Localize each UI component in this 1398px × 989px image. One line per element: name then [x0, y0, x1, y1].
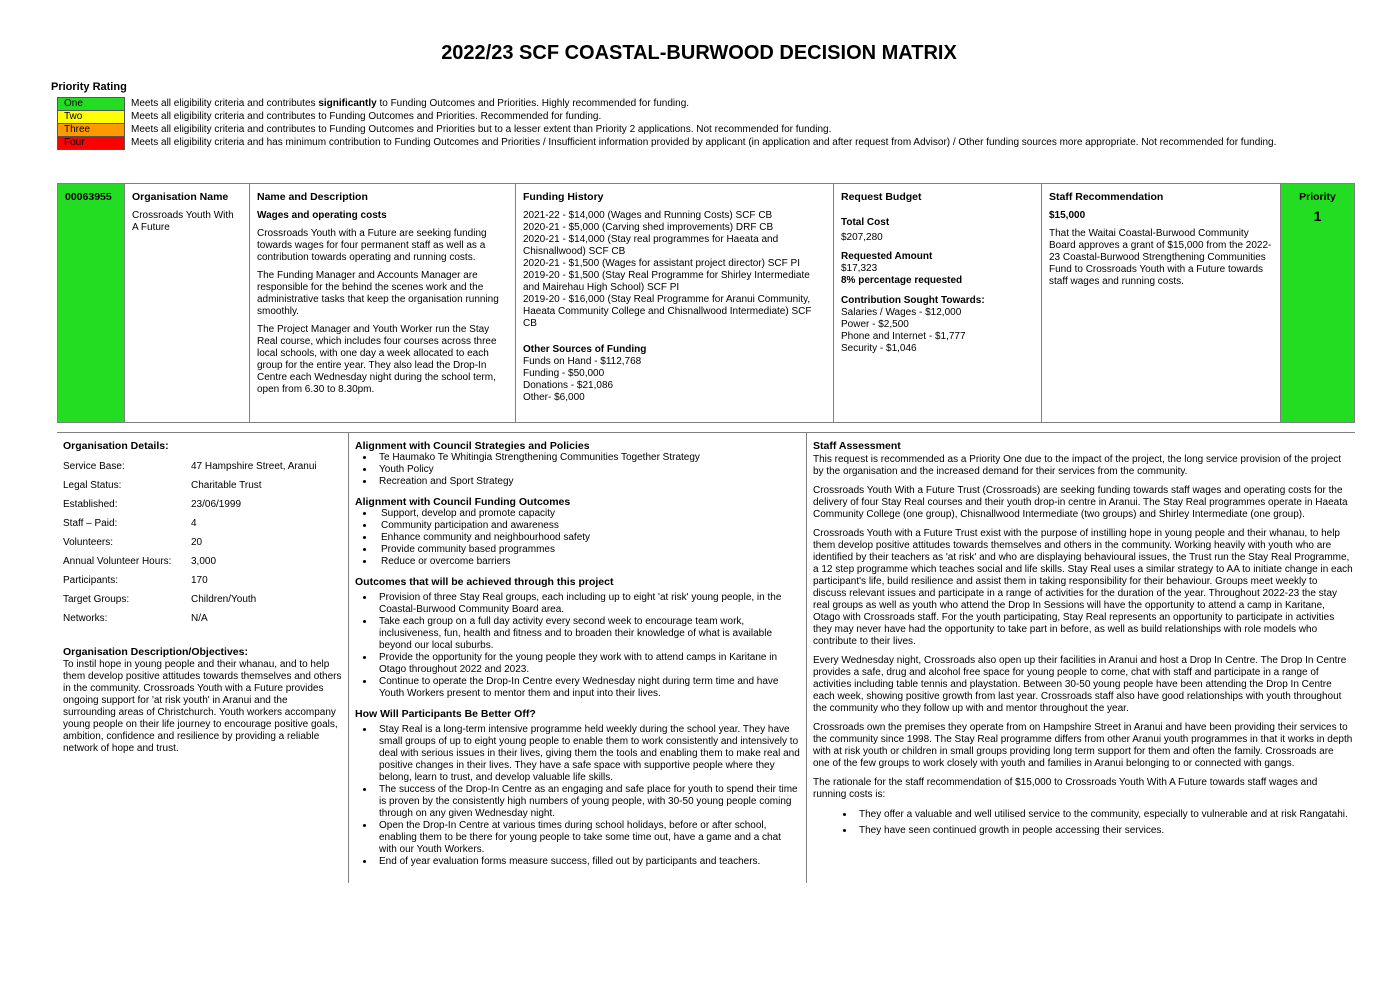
total-cost-value: $207,280 — [841, 232, 883, 243]
priority-label-four: Four — [58, 137, 125, 150]
achieved-list — [355, 592, 800, 700]
priority-label-three: Three — [58, 124, 125, 137]
description-paragraph: The Funding Manager and Accounts Manager are responsible for the behind the scenes work and the administrative tasks that keep the organisation running smoothly. — [257, 270, 499, 317]
detail-row: Target Groups: Children/Youth — [63, 594, 257, 605]
section-divider — [57, 432, 1355, 433]
list-item: • Stay Real is a long-term intensive programme held weekly during the school year. They have small groups of up to eight young people to enable them to work consistently and intensively to deal with serious issues in their lives, giving them the tools and enabling them to make real and positive changes in their lives. They have a safe space with supportive people where they belong, learn to trust, and develop valuable life skills. — [375, 724, 800, 784]
detail-row: Established: 23/06/1999 — [63, 499, 242, 510]
other-sources-heading: Other Sources of Funding — [523, 344, 647, 355]
detail-row: Staff – Paid: 4 — [63, 518, 197, 529]
detail-row: Participants: 170 — [63, 575, 208, 586]
other-source-item: Donations - $21,086 — [523, 380, 614, 391]
priority-desc-three: Meets all eligibility criteria and contributes to Funding Outcomes and Priorities but to a lesser extent than Priority 2 applications. Not recommended for funding. — [131, 123, 832, 135]
achieved-heading: Outcomes that will be achieved through this project — [355, 576, 614, 588]
funding-history-heading: Funding History — [523, 191, 604, 203]
assessment-paragraph: Crossroads Youth with a Future Trust exist with the purpose of instilling hope in young people and their whanau, to help them develop positive attitudes towards themselves and others in the community. Working heavily with youth who are identified by their teachers as 'at risk' and who are displaying behavioural issues, the Trust run the Stay Real Programme, a 12 step programme which teaches social and life skills. Stay Real uses a similar strategy to AA to initiate change in each participant's life, build resilience and assist them in taking responsibility for their behaviour. Groups meet weekly to discuss relevant issues and participate in a range of activities for the duration of the year. Throughout 2022-23 the stay real groups as well as youth who attend the Drop In Sessions will have the opportunity to attend a camp in Karitane, Otago with Crossroads staff. For the youth participating, Stay Real represents an opportunity to participate in activities they may never have had the opportunity to take part in before, as well as build relationships with role models who contribute to their lives. — [813, 528, 1353, 647]
other-source-item: Other- $6,000 — [523, 392, 585, 403]
list-item: • They have seen continued growth in people accessing their services. — [855, 825, 1353, 837]
strategies-heading: Alignment with Council Strategies and Policies — [355, 440, 590, 452]
page-title: 2022/23 SCF COASTAL-BURWOOD DECISION MATRIX — [441, 42, 957, 64]
organisation-name: Crossroads Youth With A Future — [132, 210, 234, 233]
list-item: • End of year evaluation forms measure success, filled out by participants and teachers. — [375, 856, 800, 868]
list-item: • Support, develop and promote capacity — [375, 508, 800, 520]
other-source-item: Funding - $50,000 — [523, 368, 605, 379]
priority-row-four — [58, 137, 1317, 150]
contribution-item: Salaries / Wages - $12,000 — [841, 307, 962, 318]
total-cost-label: Total Cost — [841, 217, 890, 228]
priority-cell — [1281, 184, 1354, 422]
detail-row: Volunteers: 20 — [63, 537, 203, 548]
priority-rating-heading: Priority Rating — [51, 81, 127, 93]
list-item: • Enhance community and neighbourhood safety — [375, 532, 800, 544]
detail-row: Networks: N/A — [63, 613, 208, 624]
list-item: • Provision of three Stay Real groups, each including up to eight 'at risk' young people, in the Coastal-Burwood Community Board area. — [375, 592, 800, 616]
percentage-requested: 8% percentage requested — [841, 275, 963, 286]
request-budget-cell — [834, 184, 1042, 422]
priority-desc-one: Meets all eligibility criteria and contributes significantly to Funding Outcomes and Priorities. Highly recommended for funding. — [131, 97, 690, 109]
organisation-description-text: To instil hope in young people and their whanau, and to help them develop positive attitudes towards themselves and others in the community. Crossroads Youth with a Future provides ongoing support for 'at risk youth' in Aranui and the surrounding areas of Christchurch. Youth workers accompany young people on their life journey to encourage positive goals, ambition, confidence and resilience by providing a reliable network of hope and trust. — [63, 659, 342, 754]
list-item: • Reduce or overcome barriers — [375, 556, 800, 568]
column-divider — [806, 433, 807, 883]
priority-rating-table — [57, 97, 1317, 150]
recommendation-amount: $15,000 — [1049, 210, 1086, 221]
application-id-cell — [58, 184, 125, 422]
organisation-description-heading: Organisation Description/Objectives: — [63, 646, 248, 658]
organisation-name-cell — [125, 184, 250, 422]
requested-amount-label: Requested Amount — [841, 251, 933, 262]
detail-row: Legal Status: Charitable Trust — [63, 480, 262, 491]
contribution-item: Security - $1,046 — [841, 343, 917, 354]
outcomes-heading: Alignment with Council Funding Outcomes — [355, 496, 571, 508]
description-paragraph: The Project Manager and Youth Worker run the Stay Real course, which includes four courses across three local schools, with one day a week allocated to each group for the entire year. They also lead the Drop-In Centre each Wednesday night during the school term, open from 6.30 to 8.30pm. — [257, 324, 497, 395]
priority-desc-two: Meets all eligibility criteria and contributes to Funding Outcomes and Priorities. Recommended for funding. — [131, 110, 602, 122]
assessment-paragraph: This request is recommended as a Priority One due to the impact of the project, the long service provision of the project by the organisation and the increased demand for their services from the community. — [813, 454, 1342, 477]
staff-recommendation-cell — [1042, 184, 1281, 422]
priority-row-two — [58, 111, 1317, 124]
priority-row-three — [58, 124, 1317, 137]
list-item: • Take each group on a full day activity every second week to encourage team work, inclusiveness, fun, health and fitness and to broaden their knowledge of what is available beyond our local suburbs. — [375, 616, 800, 652]
funding-history-item: 2020-21 - $1,500 (Wages for assistant project director) SCF PI — [523, 258, 800, 269]
alignment-section — [355, 440, 800, 868]
assessment-paragraph: Crossroads own the premises they operate from on Hampshire Street in Aranui and have been providing their services to the community since 1998. The Stay Real programme differs from other Aranui youth programmes in that it works in depth with at risk youth or children in small groups providing long term support for them and often the family. Crossroads are one of the few groups to work closely with youth and families in Aranui belonging to or connected with gangs. — [813, 722, 1353, 769]
rationale-list — [813, 809, 1353, 837]
priority-label-two: Two — [58, 111, 125, 124]
list-item: • Community participation and awareness — [375, 520, 800, 532]
list-item: • Youth Policy — [375, 464, 800, 476]
list-item: • Provide the opportunity for the young people they work with to attend camps in Karitane in Otago throughout 2022 and 2023. — [375, 652, 800, 676]
description-heading: Name and Description — [257, 191, 368, 203]
organisation-name-heading: Organisation Name — [132, 191, 229, 203]
list-item: • Provide community based programmes — [375, 544, 800, 556]
contribution-item: Power - $2,500 — [841, 319, 909, 330]
list-item: • They offer a valuable and well utilised service to the community, especially to vulnerable and at risk Rangatahi. — [855, 809, 1353, 821]
other-source-item: Funds on Hand - $112,768 — [523, 356, 642, 367]
detail-row: Annual Volunteer Hours: 3,000 — [63, 556, 217, 567]
requested-amount-value: $17,323 — [841, 263, 878, 274]
description-paragraph: Crossroads Youth with a Future are seeking funding towards wages for four permanent staff as well as a contribution towards operating and running costs. — [257, 228, 487, 263]
organisation-details-heading: Organisation Details: — [63, 440, 169, 452]
funding-history-item: 2020-21 - $14,000 (Stay real programmes for Haeata and Chisnallwood) SCF CB — [523, 234, 779, 257]
outcomes-list — [355, 508, 800, 568]
better-off-list — [355, 724, 800, 868]
assessment-paragraph: Crossroads Youth With a Future Trust (Crossroads) are seeking funding towards staff wages and operating costs for the delivery of four Stay Real courses and their youth drop-in centre in Aranui. The Stay Real programmes operate in Haeata Community College (one group), Chisnallwood Intermediate (two groups) and Shirley Intermediate (one group). — [813, 485, 1348, 520]
list-item: • Continue to operate the Drop-In Centre every Wednesday night during term time and have Youth Workers present to mentor them and input into their lives. — [375, 676, 800, 700]
list-item: • Recreation and Sport Strategy — [375, 476, 800, 488]
recommendation-text: That the Waitai Coastal-Burwood Community Board approves a grant of $15,000 from the 2022-23 Coastal-Burwood Strengthening Communities Fund to Crossroads Youth with a Future towards staff wages and running costs. — [1049, 228, 1272, 287]
better-off-heading: How Will Participants Be Better Off? — [355, 708, 536, 720]
detail-row: Service Base: 47 Hampshire Street, Aranui — [63, 461, 317, 472]
list-item: • Open the Drop-In Centre at various times during school holidays, before or after school, enabling them to be there for young people to take some time out, have a game and a chat with our Youth Workers. — [375, 820, 800, 856]
funding-history-item: 2021-22 - $14,000 (Wages and Running Costs) SCF CB — [523, 210, 773, 221]
column-divider — [348, 433, 349, 883]
funding-history-cell — [516, 184, 834, 422]
organisation-details-section — [63, 440, 343, 755]
funding-history-item: 2019-20 - $16,000 (Stay Real Programme for Aranui Community, Haeata Community College and Chisnallwood Intermediate) SCF CB — [523, 294, 812, 329]
staff-recommendation-heading: Staff Recommendation — [1049, 191, 1164, 203]
contribution-item: Phone and Internet - $1,777 — [841, 331, 966, 342]
assessment-paragraph: The rationale for the staff recommendation of $15,000 to Crossroads Youth With A Future towards staff wages and running costs is: — [813, 777, 1318, 800]
application-id: 00063955 — [65, 191, 112, 203]
assessment-paragraph: Every Wednesday night, Crossroads also open up their facilities in Aranui and host a Drop In Centre. The Drop In Centre provides a safe, drug and alcohol free space for young people to come, chat with staff and participate in a range of activities including table tennis and playstation. Between 30-50 young people have been attending the Drop In Centre each week, showing positive growth from last year. Crossroads staff also have good relationships with youth throughout the community who they follow up with and mentor throughout the year. — [813, 655, 1347, 714]
priority-value: 1 — [1313, 208, 1322, 224]
description-cell — [250, 184, 516, 422]
funding-history-item: 2019-20 - $1,500 (Stay Real Programme for Shirley Intermediate and Mairehau High School) SCF PI — [523, 270, 810, 293]
priority-label-one: One — [58, 98, 125, 111]
staff-assessment-section — [813, 440, 1353, 841]
strategies-list — [355, 452, 800, 488]
priority-desc-four: Meets all eligibility criteria and has minimum contribution to Funding Outcomes and Priorities / Insufficient information provided by applicant (in application and after request from Advisor) / Other funding sources more appropriate. Not recommended for funding. — [131, 136, 1277, 148]
staff-assessment-heading: Staff Assessment — [813, 440, 901, 452]
contribution-heading: Contribution Sought Towards: — [841, 295, 985, 306]
priority-row-one — [58, 98, 1317, 111]
description-title: Wages and operating costs — [257, 210, 387, 221]
request-budget-heading: Request Budget — [841, 191, 922, 203]
application-summary-table — [57, 183, 1355, 423]
list-item: • The success of the Drop-In Centre as an engaging and safe place for youth to spend their time is proven by the consistently high numbers of young people, with 30-50 young people coming through on any given Wednesday night. — [375, 784, 800, 820]
priority-heading: Priority — [1299, 191, 1336, 203]
funding-history-item: 2020-21 - $5,000 (Carving shed improvements) DRF CB — [523, 222, 774, 233]
list-item: • Te Haumako Te Whitingia Strengthening Communities Together Strategy — [375, 452, 800, 464]
